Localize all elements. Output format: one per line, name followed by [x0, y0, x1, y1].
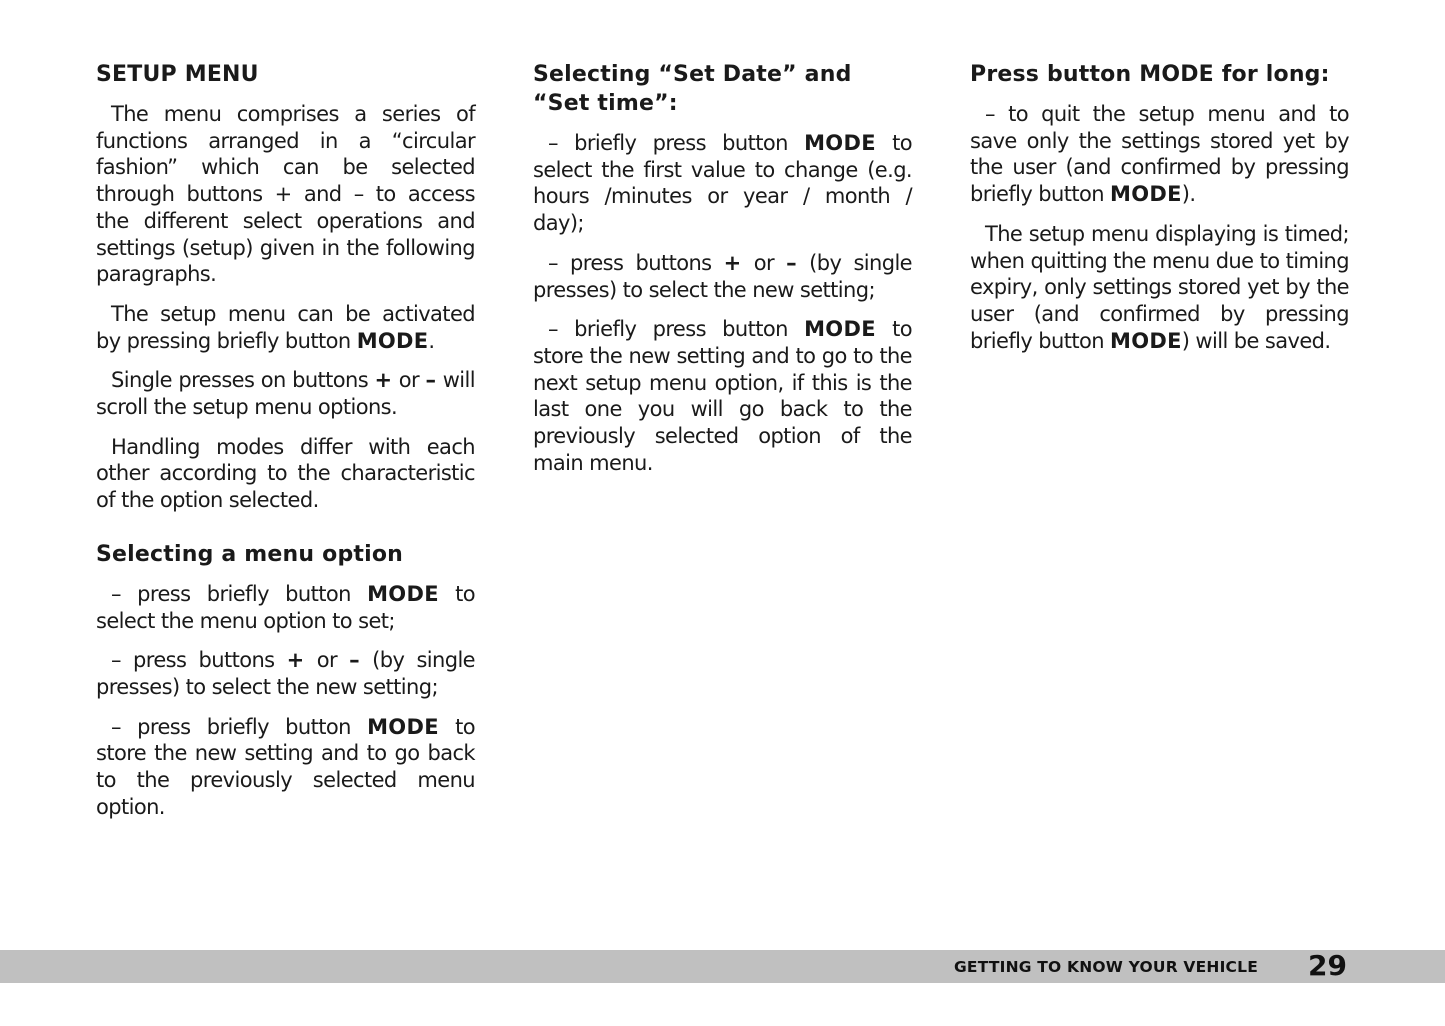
paragraph [96, 647, 475, 700]
paragraph [970, 101, 1349, 208]
bold-term: MODE [804, 131, 876, 155]
paragraph [96, 301, 475, 354]
text-run: ). [1181, 182, 1196, 207]
text-run: The menu comprises a series of functions arranged in a “circular fashion” which can be selected through buttons + and – to access the different select operations and settings (setup) given in the following paragraphs. [96, 102, 475, 287]
text-run: – press briefly button [111, 714, 368, 739]
bold-term: + [286, 648, 305, 673]
bold-term: – [786, 250, 797, 275]
text-run: – briefly press button [548, 317, 805, 342]
paragraph [96, 101, 475, 288]
text-run: – to quit the setup menu and to save only the settings stored yet by the user (and confirmed by pressing briefly button [970, 102, 1349, 207]
column-1 [96, 60, 475, 833]
bold-term: MODE [367, 581, 439, 606]
text-run: or [304, 648, 350, 673]
text-run: – briefly press button [548, 131, 805, 155]
column-3 [970, 60, 1349, 367]
paragraph [96, 581, 475, 634]
page-number: 29 [1308, 949, 1347, 982]
bold-term: + [374, 368, 393, 393]
paragraph [533, 316, 912, 476]
text-run: – press buttons [111, 648, 287, 673]
text-run: or [741, 250, 787, 275]
text-run: The setup menu can be activated by pressing briefly button [96, 301, 475, 353]
text-run: – press briefly button [111, 581, 368, 606]
text-run: – press buttons [548, 250, 724, 275]
text-run: Single presses on buttons [111, 368, 375, 393]
text-run: The setup menu displaying is timed; when quitting the menu due to timing expiry, only settings stored yet by the user (and confirmed by pressing briefly button [970, 221, 1349, 353]
paragraph [533, 250, 912, 303]
bold-term: MODE [356, 328, 429, 353]
text-run: Handling modes differ with each other according to the characteristic of the option selected. [96, 434, 475, 513]
section-heading: SETUP MENU [96, 62, 259, 87]
bold-term: – [425, 368, 437, 393]
text-run: . [428, 328, 435, 353]
text-run: will scroll the setup menu options. [96, 368, 475, 420]
bold-term: MODE [367, 714, 439, 739]
text-run: (by single presses) to select the new setting; [96, 648, 476, 699]
section-heading: Press button MODE for long: [970, 62, 1330, 87]
text-run: to select the menu option to set; [96, 581, 475, 633]
paragraph [970, 221, 1349, 355]
text-run: (by single presses) to select the new setting; [533, 250, 913, 302]
paragraph [96, 367, 475, 420]
bold-term: MODE [804, 317, 876, 342]
section-heading: Selecting “Set Date” and “Set time”: [533, 62, 852, 116]
paragraph [96, 434, 475, 514]
bold-term: MODE [1110, 182, 1182, 207]
bold-term: – [349, 648, 360, 673]
text-run: or [392, 368, 426, 393]
page-footer [0, 950, 1445, 983]
paragraph [96, 714, 475, 821]
bold-term: MODE [1110, 328, 1182, 353]
text-run: ) will be saved. [1181, 328, 1331, 353]
text-run: to select the first value to change (e.g. hours /minutes or year / month / day); [533, 131, 912, 236]
footer-section-title: GETTING TO KNOW YOUR VEHICLE [954, 958, 1258, 976]
text-run: to store the new setting and to go to the next setup menu option, if this is the last one you will go back to the previously selected option of the main menu. [533, 317, 912, 475]
column-2 [533, 60, 912, 489]
paragraph [533, 130, 912, 237]
bold-term: + [723, 250, 742, 275]
text-run: to store the new setting and to go back to the previously selected menu option. [96, 714, 475, 819]
section-subheading: Selecting a menu option [96, 541, 404, 567]
